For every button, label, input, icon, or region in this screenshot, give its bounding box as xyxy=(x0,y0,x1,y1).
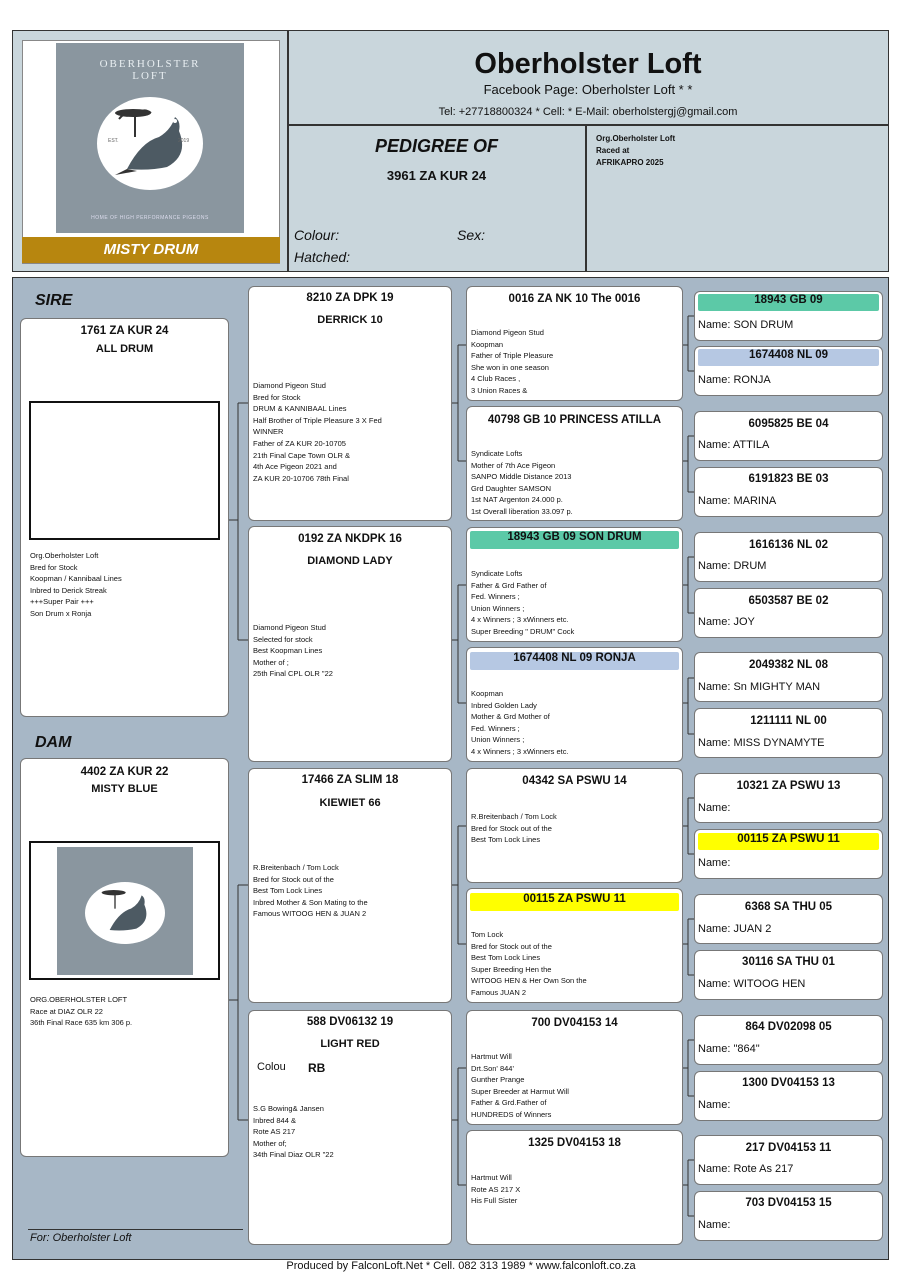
dam-ring: 4402 ZA KUR 22 xyxy=(80,766,169,778)
great-grandparent-ring: 18943 GB 09 SON DRUM xyxy=(470,531,679,549)
sire-photo xyxy=(29,401,220,540)
ancestor-name: Name: MISS DYNAMYTE xyxy=(698,737,825,749)
ancestor-name: Name: DRUM xyxy=(698,560,767,572)
contact-line: Tel: +27718800324 * Cell: * E-Mail: oberholstergj@gmail.com xyxy=(438,106,738,118)
colour-value: RB xyxy=(308,1061,326,1075)
sire-ring: 1761 ZA KUR 24 xyxy=(80,325,169,337)
logo-est: EST. xyxy=(108,138,119,144)
great-grandparent-notes: Hartmut Will Drt.Son' 844' Gunther Prange Super Breeder at Harmut Will Father & Grd.Father of HUNDREDS of Winners xyxy=(471,1052,569,1119)
pigeon-icon xyxy=(85,882,165,944)
ancestor-name: Name: ATTILA xyxy=(698,439,770,451)
pedigree-title: PEDIGREE OF xyxy=(374,136,499,156)
sire-label: SIRE xyxy=(35,292,73,309)
loft-name: Oberholster Loft xyxy=(474,48,702,80)
great-grandparent-notes: Syndicate Lofts Mother of 7th Ace Pigeon SANPO Middle Distance 2013 Grd Daughter SAMSON 1st NAT Argenton 24.000 p. 1st Overall liberation 33.097 p. xyxy=(471,449,573,516)
grandparent-ring: 588 DV06132 19 xyxy=(306,1016,394,1028)
great-grandparent-ring: 40798 GB 10 PRINCESS ATILLA xyxy=(487,414,662,426)
colour-label: Colour: xyxy=(294,227,340,243)
bird-name-banner: MISTY DRUM xyxy=(22,237,280,263)
ancestor-name: Name: SON DRUM xyxy=(698,319,794,331)
ancestor-ring: 1300 DV04153 13 xyxy=(742,1077,835,1089)
grandparent-notes: Diamond Pigeon Stud Selected for stock Best Koopman Lines Mother of ; 25th Final CPL OLR "22 xyxy=(253,623,333,679)
grandparent-ring: 0192 ZA NKDPK 16 xyxy=(298,533,402,545)
grandparent-ring: 17466 ZA SLIM 18 xyxy=(301,774,399,786)
grandparent-notes: S.G Bowing& Jansen Inbred 844 & Rote AS 217 Mother of; 34th Final Diaz OLR "22 xyxy=(253,1104,334,1160)
great-grandparent-ring: 1674408 NL 09 RONJA xyxy=(470,652,679,670)
dam-notes: ORG.OBERHOLSTER LOFT Race at DIAZ OLR 22 36th Final Race 635 km 306 p. xyxy=(30,995,133,1028)
ancestor-ring: 1616136 NL 02 xyxy=(748,539,829,551)
great-grandparent-notes: R.Breitenbach / Tom Lock Bred for Stock out of the Best Tom Lock Lines xyxy=(471,812,557,845)
ancestor-ring: 30116 SA THU 01 xyxy=(742,956,835,968)
great-grandparent-notes: Hartmut Will Rote AS 217 X His Full Sister xyxy=(471,1173,521,1206)
sex-label: Sex: xyxy=(457,227,486,243)
ancestor-ring: 10321 ZA PSWU 13 xyxy=(736,780,841,792)
ancestor-ring: 703 DV04153 15 xyxy=(745,1197,832,1209)
great-grandparent-notes: Koopman Inbred Golden Lady Mother & Grd Mother of Fed. Winners ; Union Winners ; 4 x Winners ; 3 xWinners etc. xyxy=(471,689,569,756)
ancestor-ring: 6095825 BE 04 xyxy=(748,418,829,430)
page-footer: Produced by FalconLoft.Net * Cell. 082 313 1989 * www.falconloft.co.za xyxy=(286,1260,636,1272)
facebook-page: Facebook Page: Oberholster Loft * * xyxy=(483,82,693,97)
pedigree-ring: 3961 ZA KUR 24 xyxy=(386,168,487,183)
ancestor-ring: 00115 ZA PSWU 11 xyxy=(698,833,879,850)
great-grandparent-notes: Tom Lock Bred for Stock out of the Best Tom Lock Lines Super Breeding Hen the WITOOG HEN & Her Own Son the Famous JUAN 2 xyxy=(471,930,587,997)
ancestor-name: Name: RONJA xyxy=(698,374,771,386)
dam-label: DAM xyxy=(35,734,72,751)
grandparent-name: LIGHT RED xyxy=(320,1038,380,1050)
logo-tagline: HOME OF HIGH PERFORMANCE PIGEONS xyxy=(91,215,209,221)
org-info: Org.Oberholster Loft Raced at AFRIKAPRO 2025 xyxy=(596,134,676,167)
grandparent-ring: 8210 ZA DPK 19 xyxy=(306,292,394,304)
sire-notes: Org.Oberholster Loft Bred for Stock Koopman / Kannibaal Lines Inbred to Derick Streak +++Super Pair +++ Son Drum x Ronja xyxy=(30,551,122,618)
logo-text: OBERHOLSTER LOFT xyxy=(99,58,201,82)
great-grandparent-ring: 1325 DV04153 18 xyxy=(528,1137,621,1149)
great-grandparent-ring: 0016 ZA NK 10 The 0016 xyxy=(508,293,641,305)
ancestor-ring: 6503587 BE 02 xyxy=(748,595,829,607)
ancestor-name: Name: WITOOG HEN xyxy=(698,978,806,990)
grandparent-notes: R.Breitenbach / Tom Lock Bred for Stock out of the Best Tom Lock Lines Inbred Mother & Son Mating to the Famous WITOOG HEN & JUAN 2 xyxy=(253,863,368,919)
ancestor-ring: 2049382 NL 08 xyxy=(748,659,829,671)
ancestor-name: Name: JUAN 2 xyxy=(698,923,772,935)
ancestor-name: Name: Rote As 217 xyxy=(698,1163,794,1175)
great-grandparent-notes: Diamond Pigeon Stud Koopman Father of Triple Pleasure She won in one season 4 Club Races , 3 Union Races & xyxy=(471,328,554,395)
ancestor-name: Name: xyxy=(698,1219,731,1231)
grandparent-name: DIAMOND LADY xyxy=(307,555,393,567)
ancestor-name: Name: MARINA xyxy=(698,495,777,507)
ancestor-ring: 1211111 NL 00 xyxy=(750,715,827,727)
for-line: For: Oberholster Loft xyxy=(30,1232,132,1244)
dam-name: MISTY BLUE xyxy=(91,783,158,795)
ancestor-name: Name: JOY xyxy=(698,616,755,628)
great-grandparent-notes: Syndicate Lofts Father & Grd Father of Fed. Winners ; Union Winners ; 4 x Winners ; 3 xWinners etc. Super Breeding " DRUM" Cock xyxy=(471,569,575,636)
great-grandparent-ring: 700 DV04153 14 xyxy=(531,1017,618,1029)
great-grandparent-ring: 00115 ZA PSWU 11 xyxy=(470,893,679,911)
colour-label: Colou xyxy=(257,1061,286,1073)
ancestor-name: Name: "864" xyxy=(698,1043,760,1055)
ancestor-ring: 18943 GB 09 xyxy=(698,294,879,311)
ancestor-name: Name: xyxy=(698,857,731,869)
ancestor-ring: 6368 SA THU 05 xyxy=(744,901,833,913)
ancestor-name: Name: xyxy=(698,802,731,814)
sire-name: ALL DRUM xyxy=(95,343,154,355)
grandparent-name: DERRICK 10 xyxy=(317,314,383,326)
logo-year: 2019 xyxy=(178,138,190,144)
ancestor-ring: 864 DV02098 05 xyxy=(745,1021,832,1033)
for-divider xyxy=(28,1229,243,1230)
grandparent-name: KIEWIET 66 xyxy=(319,797,381,809)
great-grandparent-ring: 04342 SA PSWU 14 xyxy=(522,775,627,787)
hatched-label: Hatched: xyxy=(294,249,351,265)
ancestor-ring: 217 DV04153 11 xyxy=(745,1142,832,1154)
ancestor-name: Name: Sn MIGHTY MAN xyxy=(698,681,821,693)
grandparent-notes: Diamond Pigeon Stud Bred for Stock DRUM & KANNIBAAL Lines Half Brother of Triple Pleasure 3 X Fed WINNER Father of ZA KUR 20-10705 21th Final Cape Town OLR & 4th Ace Pigeon 2021 and ZA KUR 20-10706 78th Final xyxy=(253,381,382,483)
ancestor-ring: 6191823 BE 03 xyxy=(748,473,829,485)
ancestor-name: Name: xyxy=(698,1099,731,1111)
ancestor-ring: 1674408 NL 09 xyxy=(698,349,879,366)
